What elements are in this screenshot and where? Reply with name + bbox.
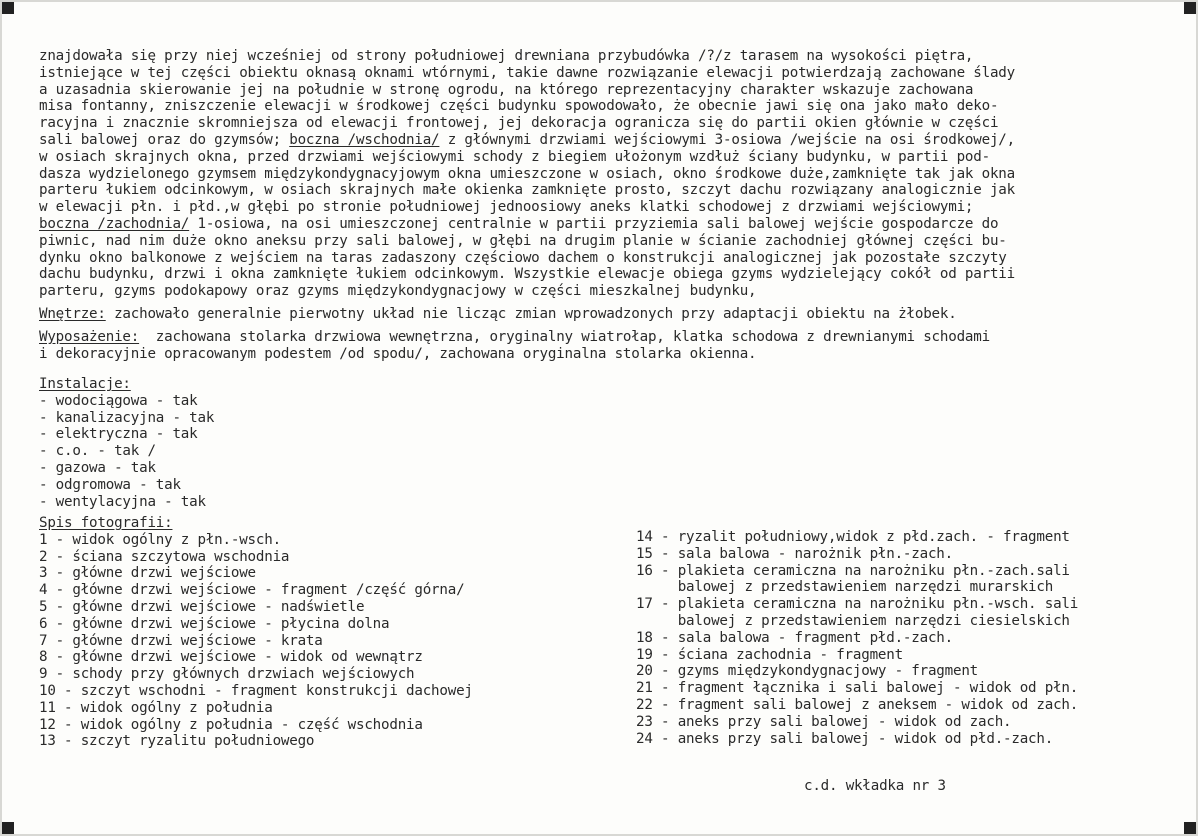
photo-item: 24 - aneks przy sali balowej - widok od płd.-zach. [636, 730, 1054, 747]
text-line-start: sali balowej oraz do gzymsów; [39, 131, 290, 148]
photo-item: 3 - główne drzwi wejściowe [39, 565, 256, 582]
text-line: i dekoracyjnie opracowanym podestem /od spodu/, zachowana oryginalna stolarka okienna. [39, 345, 757, 362]
text-line: racyjna i znacznie skromniejsza od elewacji frontowej, jej dekoracja ogranicza się do partii okien głównie w części [39, 115, 999, 132]
text-line: dachu budynku, drzwi i okna zamknięte łukiem odcinkowym. Wszystkie elewacje obiega gzyms wydzielejący cokół od partii [39, 266, 1015, 283]
text-line-west [39, 216, 1198, 233]
installation-item: - wentylacyjna - tak [39, 493, 206, 510]
photo-item: 5 - główne drzwi wejściowe - nadświetle [39, 598, 365, 615]
photo-item: 14 - ryzalit południowy,widok z płd.zach. - fragment [636, 529, 1070, 545]
equipment-text: zachowana stolarka drzwiowa wewnętrzna, oryginalny wiatrołap, klatka schodowa z drewnianymi schodami [139, 328, 990, 345]
installation-item: - odgromowa - tak [39, 476, 181, 493]
photo-item: 11 - widok ogólny z południa [39, 699, 273, 716]
text-line: w osiach skrajnych okna, przed drzwiami wejściowymi schody z biegiem ułożonym wzdłuż ściany budynku, w partii pod- [39, 148, 990, 165]
text-line: piwnic, nad nim duże okno aneksu przy sali balowej, w głębi na drugim planie w ścianie zachodniej głównej części bu- [39, 232, 1007, 249]
text-line-east [39, 132, 1198, 149]
photo-item: 17 - plakieta ceramiczna na narożniku płn.-wsch. sali [636, 596, 1079, 613]
text-line: parteru, gzyms podokapowy oraz gzyms międzykondygnacjowy w części mieszkalnej budynku, [39, 283, 757, 300]
photo-item: 15 - sala balowa - narożnik płn.-zach. [636, 545, 953, 562]
photo-item: 19 - ściana zachodnia - fragment [636, 646, 903, 663]
interior-line [39, 306, 1198, 323]
interior-label: Wnętrze: [39, 305, 106, 322]
photo-item: 18 - sala balowa - fragment płd.-zach. [636, 629, 953, 646]
text-line: znajdowała się przy niej wcześniej od strony południowej drewniana przybudówka /?/z tarasem na wysokości piętra, [39, 48, 974, 64]
installation-item: - kanalizacyjna - tak [39, 409, 215, 426]
installation-item: - gazowa - tak [39, 459, 156, 476]
text-line: a uzasadnia skierowanie jej na południe w stronę ogrodu, na którego reprezentacyjny charakter wskazuje zachowana [39, 81, 974, 98]
photo-item: 1 - widok ogólny z płn.-wsch. [39, 531, 281, 548]
photo-item: 7 - główne drzwi wejściowe - krata [39, 632, 323, 649]
photos-list-left [39, 515, 473, 750]
corner-mark [2, 2, 14, 14]
photo-item: 20 - gzyms międzykondygnacjowy - fragment [636, 663, 979, 680]
photo-item: 23 - aneks przy sali balowej - widok od zach. [636, 713, 1012, 730]
text-line: dynku okno balkonowe z wejściem na taras zadaszony częściowo dachem o konstrukcji analogicznej jak pozostałe szczyty [39, 249, 1007, 266]
east-elevation-label: boczna /wschodnia/ [289, 131, 440, 148]
photo-item: 13 - szczyt ryzalitu południowego [39, 733, 315, 750]
installation-item: - wodociągowa - tak [39, 392, 198, 409]
equipment-line [39, 329, 1198, 346]
photo-item: 2 - ściana szczytowa wschodnia [39, 548, 290, 565]
text-line: misa fontanny, zniszczenie elewacji w środkowej części budynku spowodowało, że obecnie jawi się ona jako mało deko- [39, 98, 999, 115]
photo-item: 8 - główne drzwi wejściowe - widok od wewnątrz [39, 649, 423, 666]
photo-item: 22 - fragment sali balowej z aneksem - widok od zach. [636, 696, 1079, 713]
photo-item: 6 - główne drzwi wejściowe - płycina dolna [39, 615, 390, 632]
photo-item: 12 - widok ogólny z południa - część wschodnia [39, 716, 423, 733]
installation-item: - elektryczna - tak [39, 426, 198, 443]
photo-item: 9 - schody przy głównych drzwiach wejściowych [39, 666, 415, 683]
equipment-label: Wyposażenie: [39, 328, 140, 345]
text-line: istniejące w tej części obiektu oknasą oknami wtórnymi, takie dawne rozwiązanie elewacji potwierdzają zachowane ślady [39, 64, 1015, 81]
text-line: parteru łukiem odcinkowym, w osiach skrajnych małe okienka zamknięte prosto, szczyt dachu rozwiązany analogicznie jak [39, 182, 1015, 199]
photo-item: 16 - plakieta ceramiczna na narożniku płn.-zach.sali [636, 562, 1070, 579]
photos-list-right [636, 529, 1078, 747]
photos-heading: Spis fotografii: [39, 515, 173, 531]
interior-text: zachowało generalnie pierwotny układ nie licząc zmian wprowadzonych przy adaptacji obiektu na żłobek. [105, 305, 957, 322]
description-block [39, 48, 1198, 362]
corner-mark [1184, 822, 1196, 834]
corner-mark [2, 822, 14, 834]
west-elevation-label: boczna /zachodnia/ [39, 215, 190, 232]
photo-item: balowej z przedstawieniem narzędzi murarskich [636, 579, 1054, 596]
continuation-note: c.d. wkładka nr 3 [804, 778, 946, 794]
text-line: dasza wydzielonego gzymsem międzykondygnacyjowym okna umieszczone w osiach, okno środkowe duże,zamknięte tak jak okna [39, 165, 1015, 182]
installations-section [39, 376, 214, 510]
corner-mark [1184, 2, 1196, 14]
installation-item: - c.o. - tak / [39, 443, 156, 460]
photo-item: 21 - fragment łącznika i sali balowej - widok od płn. [636, 680, 1079, 697]
text-line: w elewacji płn. i płd.,w głębi po stronie południowej jednoosiowy aneks klatki schodowej z drzwiami wejściowymi; [39, 199, 974, 216]
east-elevation-text: z głównymi drzwiami wejściowymi 3-osiowa /wejście na osi środkowej/, [439, 131, 1015, 148]
west-elevation-text: 1-osiowa, na osi umieszczonej centralnie w partii przyziemia sali balowej wejście gospodarcze do [189, 215, 999, 232]
photo-item: 4 - główne drzwi wejściowe - fragment /część górna/ [39, 582, 465, 599]
installations-heading: Instalacje: [39, 376, 131, 392]
photo-item: balowej z przedstawieniem narzędzi ciesielskich [636, 612, 1070, 629]
photo-item: 10 - szczyt wschodni - fragment konstrukcji dachowej [39, 682, 473, 699]
